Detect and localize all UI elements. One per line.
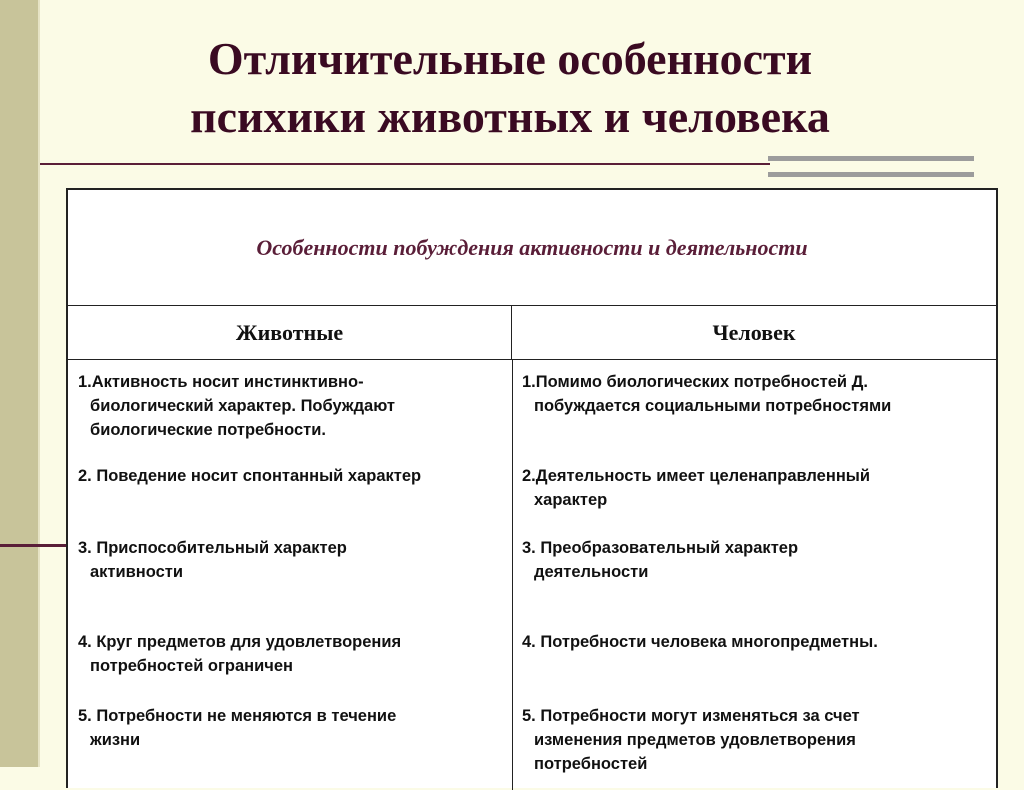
title-underline [40, 163, 770, 165]
animals-item-4: 4. Круг предметов для удовлетворения потребностей ограничен [78, 633, 402, 675]
title-line-2: психики животных и человека [190, 91, 830, 142]
title-line-1: Отличительные особенности [207, 33, 813, 84]
human-item-3: 3. Преобразовательный характер деятельности [522, 539, 799, 581]
column-header-human: Человек [512, 306, 996, 360]
human-item-4: 4. Потребности человека многопредметны. [522, 633, 878, 651]
animals-item-3: 3. Приспособительный характер активности [78, 539, 347, 581]
comparison-table [66, 188, 998, 788]
animals-item-5: 5. Потребности не меняются в течение жизни [78, 707, 397, 749]
human-item-1: 1.Помимо биологических потребностей Д. побуждается социальными потребностями [522, 373, 892, 415]
column-header-animals: Животные [68, 306, 512, 360]
human-item-2: 2.Деятельность имеет целенаправленный характер [522, 467, 871, 509]
human-item-5: 5. Потребности могут изменяться за счет изменения предметов удовлетворения потребностей [522, 707, 860, 773]
title-underline-accent-bottom [768, 172, 974, 177]
decorative-left-tick [0, 544, 66, 547]
title-underline-accent-top [768, 156, 974, 161]
animals-item-2: 2. Поведение носит спонтанный характер [78, 467, 422, 485]
animals-item-1: 1.Активность носит инстинктивно- биологический характер. Побуждают биологические потребности. [78, 373, 395, 439]
table-header: Особенности побуждения активности и деятельности [68, 190, 996, 306]
slide-title [80, 30, 940, 146]
decorative-left-bar [0, 0, 38, 767]
column-divider [512, 360, 513, 790]
decorative-left-line [38, 0, 40, 767]
